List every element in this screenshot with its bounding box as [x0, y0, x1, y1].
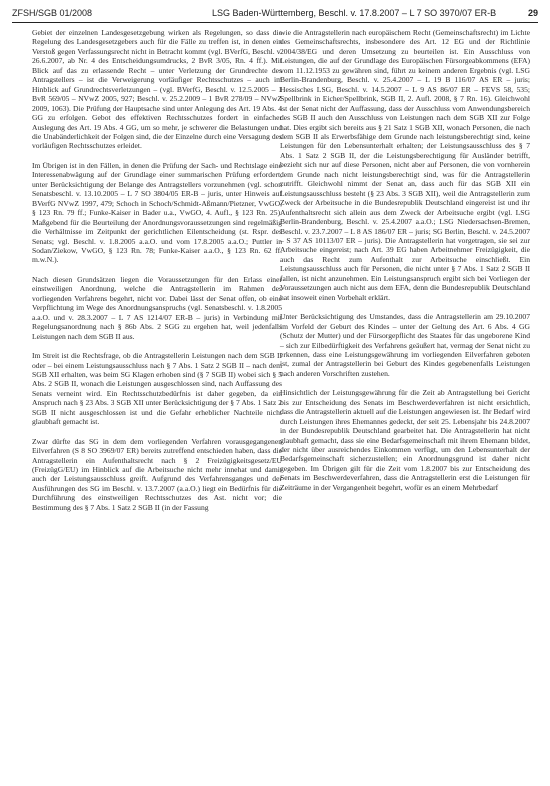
left-paragraph-1: Gebiet der einzelnen Landesgesetzgebung wirken als Regelungen, so dass die Regelung des Landesgesetzgebers auch für die Fälle zu treffen ist, in denen ein Verstoß gegen Verfassungsrecht nicht in Betracht kommt (vgl. BVerfG, Beschl. v. 26.6.2007, ab Nr. 4 des Entscheidungsumdrucks, 2 BvR 3/05, Rn. 4 ff.). Mit Blick auf das zu erlassende Recht – unter Verletzung der Grundrechte des Antragstellers – ist die Verweigerung vorläufiger Rechtsschutzes – auch im Hinblick auf Grundrechtsverletzungen – (vgl. BVerfG, Beschl. v. 12.5.2005 – 1 BvR 569/05 – NVwZ 2005, 927; Beschl. v. 25.2.2009 – 1 BvR 278/09 – NVwZ 2009, 1063). Die Prüfung der Hauptsache sind unter Anlegung des Art. 19 Abs. 4 GG zu erfolgen. Gebot des effektiven Rechtsschutzes fordert in einfacher Auslegung des Art. 19 Abs. 4 GG, um so mehr, je schwerer die Belastungen und die Unabänderlichkeit der Folgen sind, die der Einzelne durch eine Versagung des vorläufigen Rechtsschutzes erleidet.: [32, 28, 282, 151]
left-paragraph-5: Zwar dürfte das SG in dem dem vorliegenden Verfahren vorausgegangenen Eilverfahren (S 8 SO 3969/07 ER) bereits zutreffend entschieden haben, dass die Antragstellerin ein Aufenthaltsrecht nach § 2 Freizügigkeitsgesetz/EU (FreizügG/EU) im Hinblick auf die Arbeitsuche nicht mehr innehat und damit auch der Leistungsausschluss greift. Aufgrund des Verfahrensganges und der Ausführungen des SG im Beschl. v. 13.7.2007 (a.a.O.) liegt ein Bedürfnis für die Durchführung des einstweiligen Rechtsschutzes des Ast. nicht vor; die Bestimmung des § 7 Abs. 1 Satz 2 SGB II (in der Fassung: [32, 436, 282, 512]
left-paragraph-3: Nach diesen Grundsätzen liegen die Voraussetzungen für den Erlass einer einstweiligen Anordnung, welche die Antragstellerin im Rahmen des vorliegenden Verfahrens begehrt, nicht vor. Dabei lässt der Senat offen, ob eine Verpflichtung im Wege des Anordnungsanspruchs (vgl. Senatsbeschl. v. 1.8.2005 a.a.O. und v. 28.3.2007 – L 7 AS 1214/07 ER-B – juris) in Verbindung mit Regelungsanordnung nach § 86b Abs. 2 SGG zu ergehen hat, weil jedenfalls Leistungen nach dem SGB II aus.: [32, 274, 282, 341]
page-header: [12, 6, 538, 23]
right-text-column: [280, 28, 530, 502]
left-text-column: [32, 28, 282, 522]
right-paragraph-3: Hinsichtlich der Leistungsgewährung für die Zeit ab Antragstellung bei Gericht bis zur Entscheidung des Senats im Beschwerdeverfahren ist nicht ersichtlich, dass die Antragstellerin aktuell auf die Leistungen angewiesen ist. Ihr Bedarf wird durch Leistungen ihres Ehemannes gedeckt, der seit 25. Lebensjahr bis 24.8.2007 in der Bundesrepublik Deutschland gearbeitet hat. Die Antragstellerin hat nicht glaubhaft gemacht, dass sie eine Bedarfsgemeinschaft mit ihrem Ehemann bildet, der nicht über ausreichendes Einkommen verfügt, um den Lebensunterhalt der Bedarfsgemeinschaft sicherzustellen; ein Anordnungsgrund ist daher nicht gegeben. Im Übrigen gilt für die Zeit vom 1.8.2007 bis zur Entscheidung des Senats im Beschwerdeverfahren, dass die Antragstellerin erst die Leistungen für Zeiträume in der Vergangenheit begehrt, wofür es an einem Mehrbedarf: [280, 388, 530, 492]
left-paragraph-2: Im Übrigen ist in den Fällen, in denen die Prüfung der Sach- und Rechtslage eine Interessenabwägung auf der Grundlage einer summarischen Prüfung erfordert, unter Berücksichtigung der Belange des Antragstellers vorzunehmen (vgl. schon Senatsbeschl. v. 13.10.2005 – L 7 SO 3804/05 ER-B – juris, unter Hinweis auf BVerfG NVwZ 1997, 479; Schoch in Schoch/Schmidt-Aßmann/Pietzner, VwGO, § 123 Rn. 79 ff.; Funke-Kaiser in Bader u.a., VwGO, 4. Aufl., § 123 Rn. 25). Maßgebend für die Beurteilung der Anordnungsvoraussetzungen sind regelmäßig die Verhältnisse im Zeitpunkt der gerichtlichen Eilentscheidung (st. Rspr. des Senats; vgl. Beschl. v. 1.8.2005 a.a.O. und vom 17.8.2005 a.a.O.; Puttler in Sodan/Ziekow, VwGO, § 123 Rn. 78; Funke-Kaiser a.a.O., § 123 Rn. 62 ff. m.w.N.).: [32, 160, 282, 265]
page-number: 29: [527, 8, 538, 18]
journal-reference: ZFSH/SGB 01/2008: [12, 8, 93, 18]
decision-reference: LSG Baden-Württemberg, Beschl. v. 17.8.2007 – L 7 SO 3970/07 ER-B: [212, 8, 497, 18]
right-paragraph-1: wie die Antragstellerin nach europäischem Recht (Gemeinschaftsrecht) im Lichte des Gemeinschaftsrechts, insbesondere des Art. 12 EG und der Richtlinie 2004/38/EG und deren Umsetzung zu beurteilen ist. Ein Ausschluss von Leistungen, die auf der Grundlage des Europäischen Fürsorgeabkommens (EFA) vom 11.12.1953 zu gewähren sind, führt zu keinem anderen Ergebnis (vgl. LSG Berlin-Brandenburg, Beschl. v. 25.4.2007 – L 19 B 116/07 AS ER – juris; Hessisches LSG, Beschl. v. 14.5.2007 – L 9 AS 86/07 ER – FEVS 58, 535; Spellbrink in Eicher/Spellbrink, SGB II, 2. Aufl. 2008, § 7 Rn. 16). Gleichwohl ist der Senat nicht der Auffassung, dass der Ausschluss vom Anwendungsbereich des SGB II auch den Ausschluss von Leistungen nach dem SGB XII zur Folge hat. Dies ergibt sich bereits aus § 21 Satz 1 SGB XII, wonach Personen, die nach dem SGB II als Erwerbsfähige dem Grunde nach leistungsberechtigt sind, keine Leistungen für den Lebensunterhalt erhalten; der Leistungsausschluss des § 7 Abs. 1 Satz 2 SGB II, der die Leistungsberechtigung für Ausländer betrifft, bezieht sich nur auf diese Personen, nicht aber auf Personen, die von vornherein dem Grunde nach nicht leistungsberechtigt sind, was für die Antragstellerin zutrifft. Gleichwohl nimmt der Senat an, dass auch für das SGB XII ein Leistungsausschluss besteht (§ 23 Abs. 3 SGB XII), weil die Antragstellerin zum Zweck der Arbeitsuche in die Bundesrepublik Deutschland eingereist ist und ihr Aufenthaltsrecht sich allein aus dem Zweck der Arbeitsuche ergibt (vgl. LSG Berlin-Brandenburg, Beschl. v. 25.4.2007 a.a.O.; LSG Niedersachsen-Bremen, Beschl. v. 23.7.2007 – L 8 AS 186/07 ER – juris; SG Berlin, Beschl. v. 24.5.2007 – S 37 AS 10113/07 ER – juris). Die Antragstellerin hat vorgetragen, sie sei zur Arbeitsuche eingereist; nach Art. 39 EG haben Arbeitnehmer Freizügigkeit, die auch das Recht zum Aufenthalt zur Arbeitsuche einschließt. Ein Leistungsausschluss auch für Personen, die nicht unter § 7 Abs. 1 Satz 2 SGB II fallen, ist nicht anzunehmen. Ein Leistungsanspruch ergibt sich bei Vorliegen der Voraussetzungen auch nicht aus dem EFA, denn die Bundesrepublik Deutschland hat insoweit einen Vorbehalt erklärt.: [280, 28, 530, 302]
right-paragraph-2: Unter Berücksichtigung des Umstandes, dass die Antragstellerin am 29.10.2007 im Vorfeld der Geburt des Kindes – unter der Geltung des Art. 6 Abs. 4 GG (Schutz der Mutter) und der Fürsorgepflicht des Staates für das ungeborene Kind – sich zur Eilbedürftigkeit des Verfahrens geäußert hat, vermag der Senat nicht zu erkennen, dass eine Leistungsgewährung im vorliegenden Eilverfahren geboten ist, zumal der Antragstellerin bei Geburt des Kindes gegebenenfalls Leistungen nach anderen Vorschriften zustehen.: [280, 312, 530, 378]
left-paragraph-4: Im Streit ist die Rechtsfrage, ob die Antragstellerin Leistungen nach dem SGB II oder – bei einem Leistungsausschluss nach § 7 Abs. 1 Satz 2 SGB II – nach dem SGB XII erhalten, was beim SG Klagen erhoben sind (§ 7 SGB II) wobei sich § 5 Abs. 2 SGB II, wonach die Leistungen ausgeschlossen sind, nach Auffassung des Senats verneint wird. Ein Rechtsschutzbedürfnis ist daher gegeben, da ein Anspruch nach § 23 Abs. 3 SGB XII unter Berücksichtigung der § 7 Abs. 1 Satz 2 SGB II nicht ausgeschlossen ist und die Gefahr erheblicher Nachteile nicht glaubhaft gemacht ist.: [32, 351, 282, 427]
